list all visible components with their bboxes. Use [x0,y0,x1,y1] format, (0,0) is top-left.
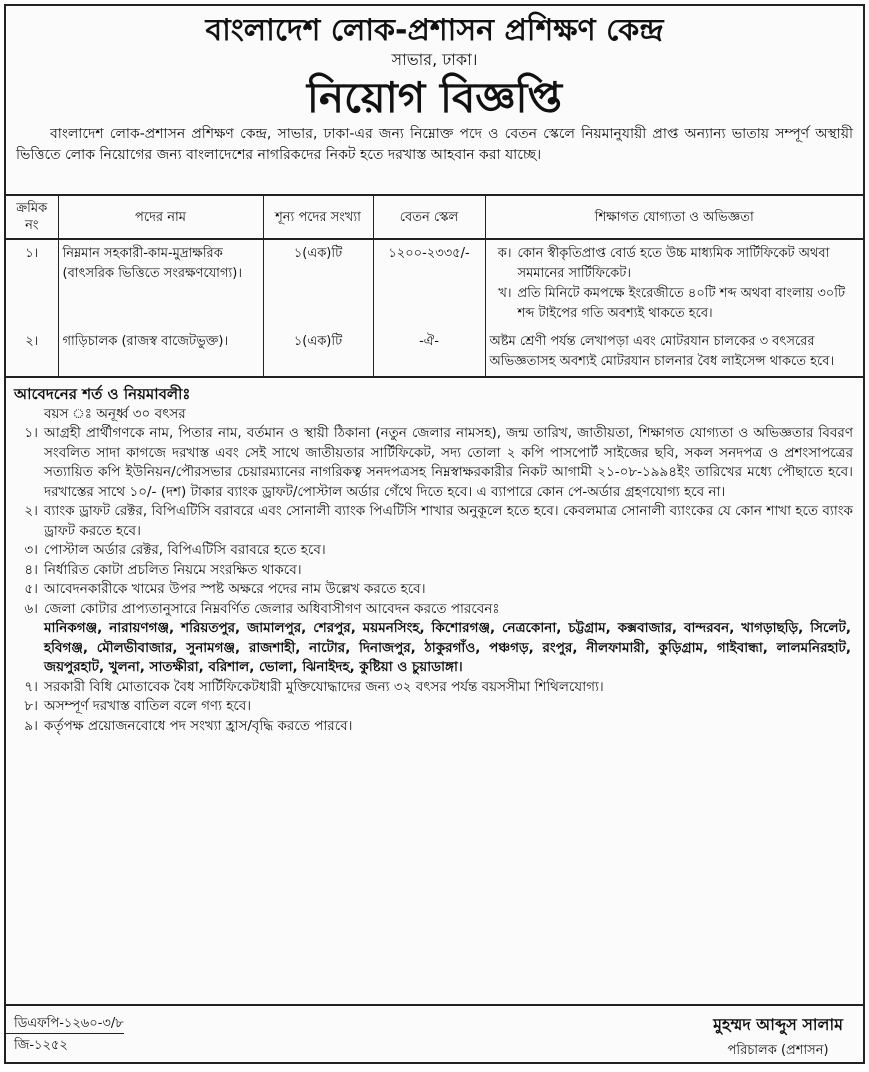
rule-item [6,561,863,581]
rule-number: ৭। [24,678,38,695]
rule-number: ২। [24,503,38,519]
row-vacancy: ১(এক)টি [263,239,373,328]
notice-footer [6,1004,863,1062]
table-header-row [6,195,863,239]
organization-location: সাভার, ঢাকা। [391,50,478,69]
row-qualification [485,239,863,328]
age-limit: বয়স ঃ অনূর্ধ্ব ৩০ বৎসর [44,406,186,422]
rule-text: আবেদনকারীকে খামের উপর স্পষ্ট অক্ষরে পদের নাম উল্লেখ করতে হবে। [44,581,426,597]
rule-number: ১। [24,425,38,441]
signatory-title: পরিচালক (প্রশাসন) [727,1043,829,1058]
table-row [6,239,863,328]
rule-number: ৬। [24,600,38,617]
rule-text: ব্যাংক ড্রাফট রেক্টর, বিপিএটিসি বরাবরে এবং সোনালী ব্যাংক পিএটিসি শাখার অনুকূলে হতে হবে। কেবলমাত্র সোনালী ব্যাংকের যে কোন শাখা হতে ব্যাংক ড্রাফট করতে হবে। [44,503,853,539]
rule-number: ৪। [24,561,38,578]
rule-item [6,678,863,698]
rule-item [6,580,863,600]
row-vacancy: ১(এক)টি [263,328,373,377]
signature-block [713,1012,843,1062]
rule-text: জেলা কোটার প্রাপ্যতানুসারে নিম্নবর্ণিত জেলার অধিবাসীগণ আবেদন করতে পারবেনঃ [44,600,500,617]
rule-item [6,717,863,737]
district-list: মানিকগঞ্জ, নারায়ণগঞ্জ, শরিয়তপুর, জামালপুর, শেরপুর, ময়মনসিংহ, কিশোরগঞ্জ, নেত্রকোনা, চট্টগ্রাম, কক্সবাজার, বান্দরবন, খাগড়াছড়ি, সিলেট, হবিগঞ্জ, মৌলভীবাজার, সুনামগঞ্জ, রাজশাহী, নাটোর, দিনাজপুর, ঠাকুরগাঁও, পঞ্চগড়, রংপুর, নীলফামারী, কুড়িগ্রাম, গাইবান্ধা, লালমনিরহাট, জয়পুরহাট, খুলনা, সাতক্ষীরা, বরিশাল, ভোলা, ঝিনাইদহ, কুষ্টিয়া ও চুয়াডাঙ্গা। [44,620,851,675]
row-post-name: নিম্নমান সহকারী-কাম-মুদ্রাক্ষরিক (বাৎসরিক ভিত্তিতে সংরক্ষণযোগ্য)। [58,239,263,328]
row-pay-scale: -ঐ- [373,328,485,377]
rule-number: ৮। [24,698,38,714]
header-pay-scale: বেতন স্কেল [373,195,485,239]
rule-text: কর্তৃপক্ষ প্রয়োজনবোধে পদ সংখ্যা হ্রাস/বৃদ্ধি করতে পারবে। [44,717,353,734]
row-serial: ২। [6,328,58,377]
rule-item [6,697,863,717]
row-qualification: অষ্টম শ্রেণী পর্যন্ত লেখাপড়া এবং মোটরযান চালকের ৩ বৎসরের অভিজ্ঞতাসহ অবশ্যই মোটরযান চালনার বৈধ লাইসেন্স থাকতে হবে। [485,328,863,377]
reference-code: জি-১২৫২ [14,1038,68,1053]
notice-title: নিয়োগ বিজ্ঞপ্তি [306,73,563,122]
qualification-label: খ। [498,286,512,301]
row-serial: ১। [6,239,58,328]
reference-number: ডিএফপি-১২৬০-৩/৮ [14,1016,124,1031]
organization-name: বাংলাদেশ লোক-প্রশাসন প্রশিক্ষণ কেন্দ্র [205,13,664,48]
rule-number: ৯। [24,717,38,734]
header-serial: ক্রমিক নং [6,195,58,239]
rule-item [6,502,863,541]
header-vacancy: শূন্য পদের সংখ্যা [263,195,373,239]
rule-text: সরকারী বিধি মোতাবেক বৈধ সার্টিফিকেটধারী মুক্তিযোদ্ধাদের জন্য ৩২ বৎসর পর্যন্ত বয়সসীমা শিথিলযোগ্য। [44,678,604,695]
rule-text: আগ্রহী প্রার্থীগণকে নাম, পিতার নাম, বর্তমান ও স্থায়ী ঠিকানা (নতুন জেলার নামসহ), জন্ম তারিখ, জাতীয়তা, শিক্ষাগত যোগ্যতা ও অভিজ্ঞতার বিবরণ সংবলিত সাদা কাগজে দরখাস্ত এবং সেই সাথে জাতীয়তার সার্টিফিকেট, সদ্য তোলা ২ কপি পাসপোর্ট সাইজের ছবি, সকল সনদপত্র ও প্রশংসাপত্রের সত্যায়িত কপি ইউনিয়ন/পৌরসভার চেয়ারম্যানের নাগরিকত্ব সনদপত্রসহ নিম্নস্বাক্ষরকারীর নিকট আগামী ২১-০৮-১৯৯৪ইং তারিখের মধ্যে পৌছাতে হবে। দরখাস্তের সাথে ১০/- (দশ) টাকার ব্যাংক ড্রাফট/পোস্টাল অর্ডার গেঁথে দিতে হবে। এ ব্যাপারে কোন পে-অর্ডার গ্রহণযোগ্য হবে না। [44,425,853,500]
rule-number: ৩। [24,542,38,558]
intro-paragraph: বাংলাদেশ লোক-প্রশাসন প্রশিক্ষণ কেন্দ্র, সাভার, ঢাকা-এর জন্য নিম্নোক্ত পদে ও বেতন স্কেলে নিয়মানুযায়ী প্রাপ্ত অন্যান্য ভাতায় সম্পূর্ণ অস্থায়ী ভিত্তিতে লোক নিয়োগের জন্য বাংলাদেশের নাগরিকদের নিকট হতে দরখাস্ত আহবান করা যাচ্ছে। [16,126,853,163]
rule-text: পোস্টাল অর্ডার রেক্টর, বিপিএটিসি বরাবরে হতে হবে। [44,542,326,558]
rule-text: অসম্পূর্ণ দরখাস্ত বাতিল বলে গণ্য হবে। [44,698,252,714]
rule-text: নির্ধারিত কোটা প্রচলিত নিয়মে সংরক্ষিত থাকবে। [44,561,302,578]
header-post-name: পদের নাম [58,195,263,239]
rules-heading: আবেদনের শর্ত ও নিয়মাবলীঃ [14,385,191,403]
qualification-item [490,284,860,324]
rule-item [6,424,863,502]
signatory-name: মুহম্মদ আব্দুস সালাম [713,1015,843,1034]
row-pay-scale: ১২০০-২৩৩৫/- [373,239,485,328]
rule-item [6,541,863,561]
notice-page [4,4,865,1064]
table-row [6,328,863,377]
rule-item [6,600,863,620]
posts-table [6,194,863,378]
row-post-name: গাড়িচালক (রাজস্ব বাজেটভুক্ত)। [58,328,263,377]
qualification-text: কোন স্বীকৃতিপ্রাপ্ত বোর্ড হতে উচ্চ মাধ্যমিক সার্টিফিকেট অথবা সমমানের সার্টিফিকেট। [517,246,830,281]
qualification-text: প্রতি মিনিটে কমপক্ষে ইংরেজীতে ৪০টি শব্দ অথবা বাংলায় ৩০টি শব্দ টাইপের গতি অবশ্যই থাকতে হবে। [517,286,846,321]
header-qualification: শিক্ষাগত যোগ্যতা ও অভিজ্ঞতা [485,195,863,239]
rule-number: ৫। [24,581,38,597]
qualification-item [490,244,860,284]
reference-divider [6,1033,124,1034]
qualification-label: ক। [497,246,512,261]
